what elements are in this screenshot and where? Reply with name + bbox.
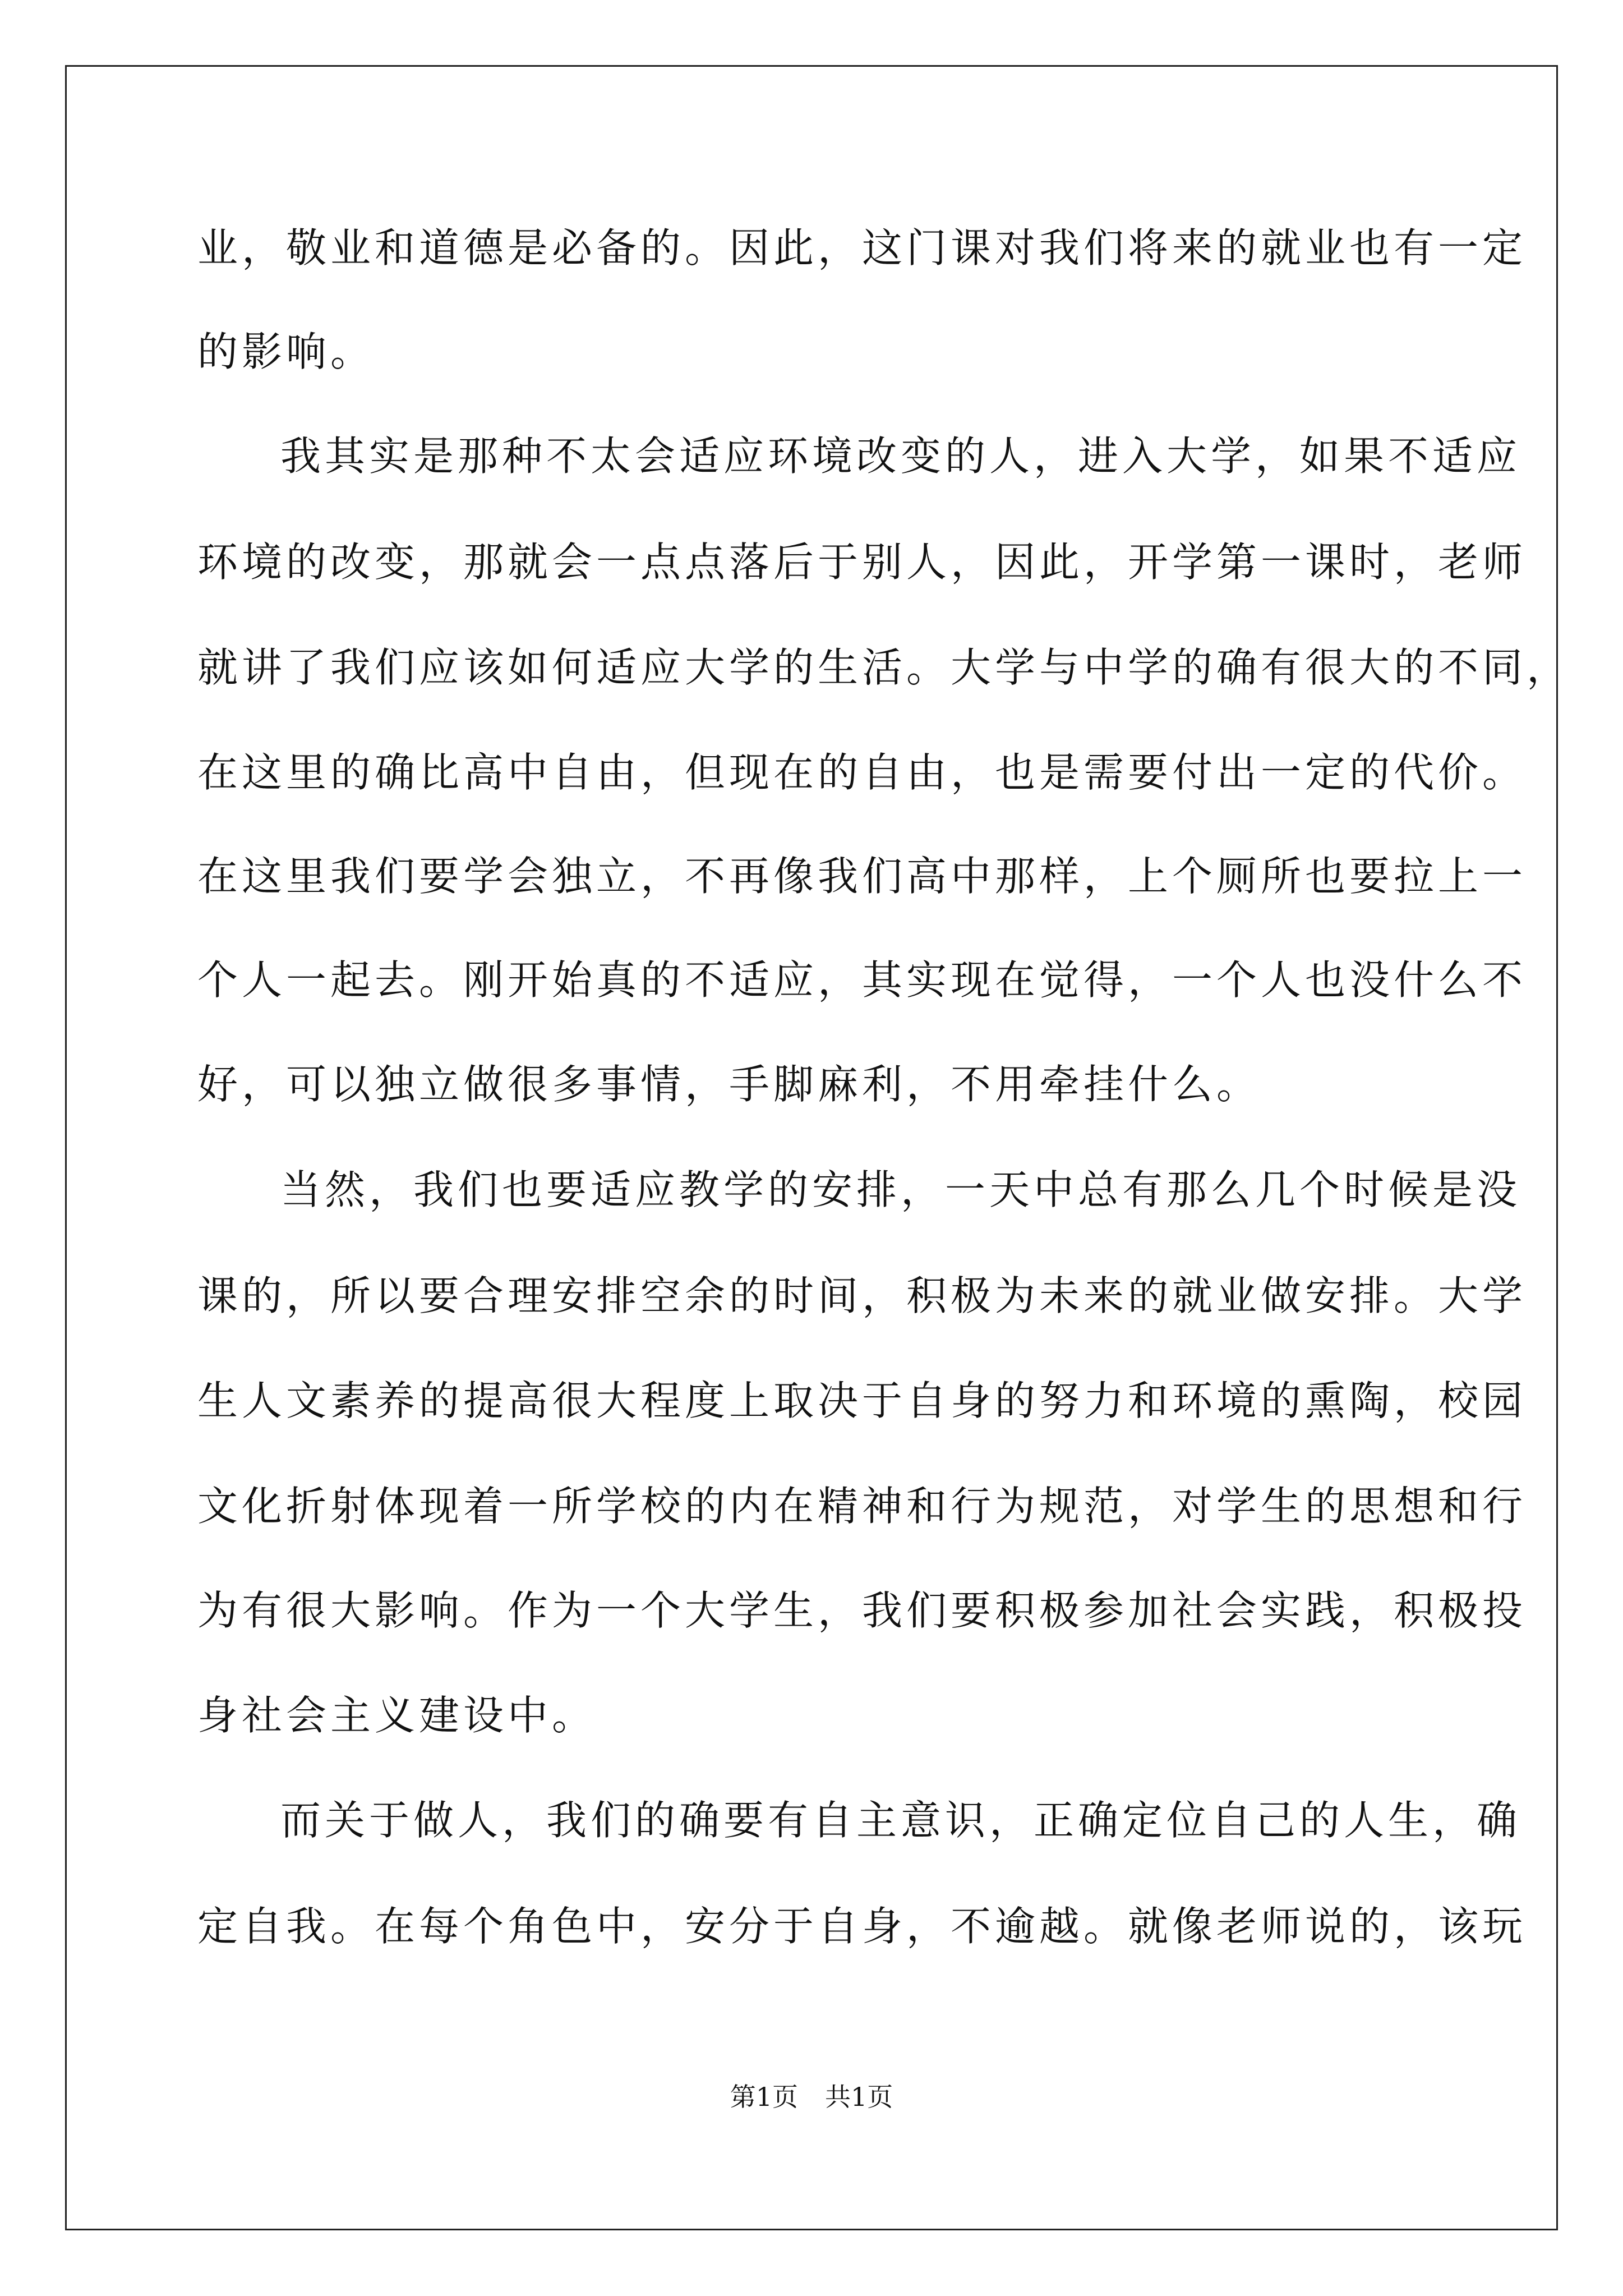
page-total: 共1页 [825, 2082, 893, 2112]
page-number: 第1页 [730, 2082, 798, 2112]
text-line: 为有很大影响。作为一个大学生，我们要积极参加社会实践，积极投 [197, 1587, 1527, 1634]
text-line: 的影响。 [197, 328, 375, 375]
text-line: 生人文素养的提高很大程度上取决于自身的努力和环境的熏陶，校园 [197, 1377, 1527, 1424]
text-line: 个人一起去。刚开始真的不适应，其实现在觉得，一个人也没什么不 [197, 956, 1527, 1004]
text-line: 身社会主义建设中。 [197, 1692, 597, 1739]
page-footer [0, 2084, 1623, 2110]
text-line: 业，敬业和道德是必备的。因此，这门课对我们将来的就业也有一定 [197, 224, 1527, 272]
text-line: 好，可以独立做很多事情，手脚麻利，不用牵挂什么。 [197, 1061, 1261, 1108]
paragraph-first-line: 而关于做人，我们的确要有自主意识，正确定位自己的人生，确 [280, 1797, 1521, 1844]
text-line: 文化折射体现着一所学校的内在精神和行为规范，对学生的思想和行 [197, 1483, 1527, 1530]
text-line: 课的，所以要合理安排空余的时间，积极为未来的就业做安排。大学 [197, 1272, 1527, 1319]
text-line: 环境的改变，那就会一点点落后于别人，因此，开学第一课时，老师 [197, 539, 1527, 586]
text-line: 定自我。在每个角色中，安分于自身，不逾越。就像老师说的，该玩 [197, 1903, 1527, 1950]
paragraph-first-line: 当然，我们也要适应教学的安排，一天中总有那么几个时候是没 [280, 1166, 1521, 1213]
text-line: 就讲了我们应该如何适应大学的生活。大学与中学的确有很大的不同， [197, 644, 1571, 691]
text-line: 在这里的确比高中自由，但现在的自由，也是需要付出一定的代价。 [197, 749, 1527, 796]
paragraph-first-line: 我其实是那种不太会适应环境改变的人，进入大学，如果不适应 [280, 432, 1521, 480]
text-line: 在这里我们要学会独立，不再像我们高中那样，上个厕所也要拉上一 [197, 853, 1527, 900]
